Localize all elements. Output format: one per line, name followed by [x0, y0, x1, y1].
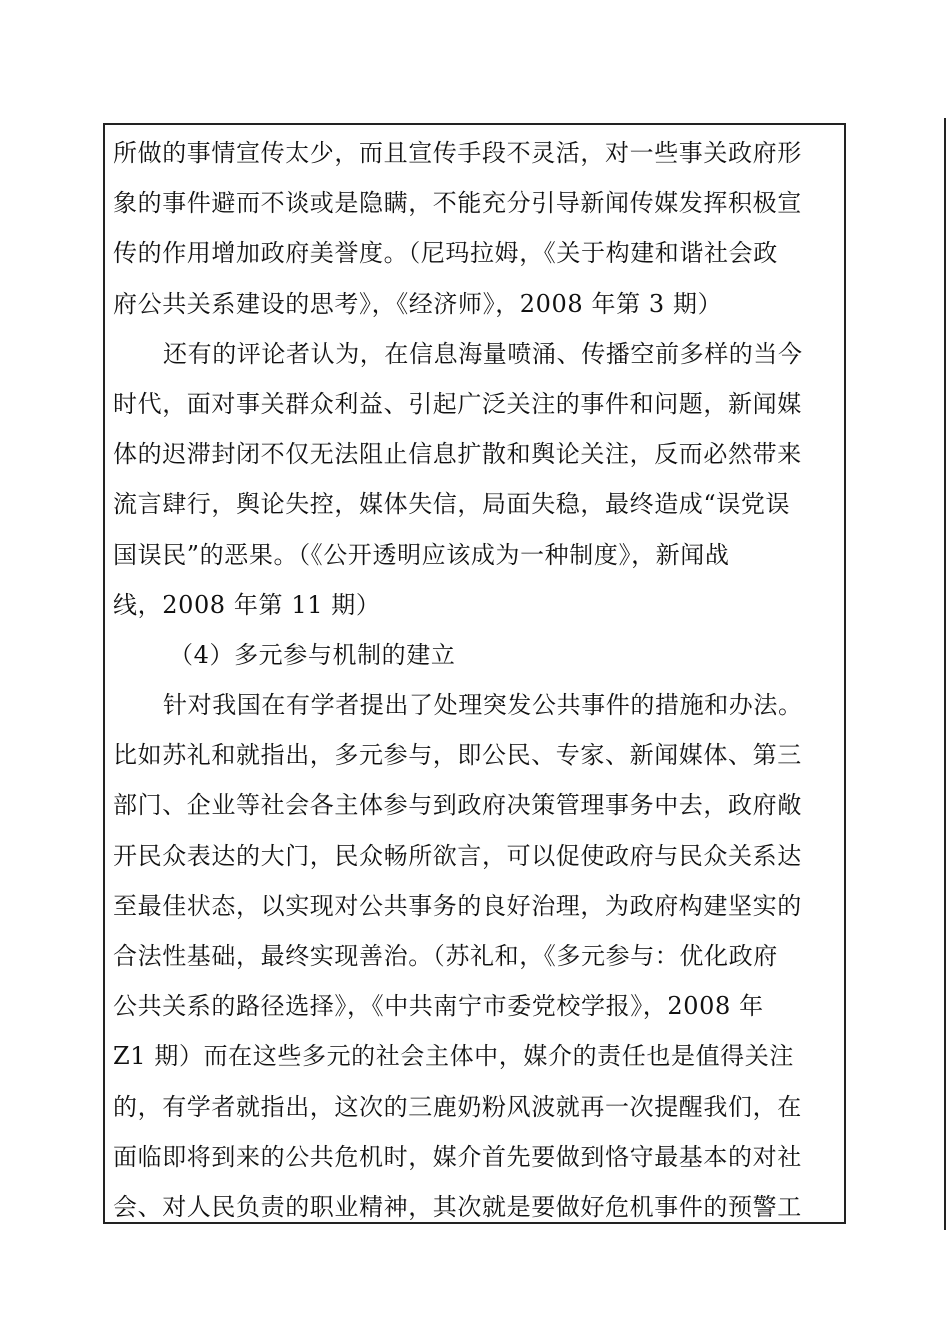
text-line: 部门、企业等社会各主体参与到政府决策管理事务中去，政府敞 — [113, 791, 802, 820]
text-line: 面临即将到来的公共危机时，媒介首先要做到恪守最基本的对社 — [113, 1142, 802, 1171]
document-body — [113, 128, 835, 1232]
text-line: 流言肆行，舆论失控，媒体失信，局面失稳，最终造成“误党误 — [113, 490, 791, 519]
text-line: 至最佳状态，以实现对公共事务的良好治理，为政府构建坚实的 — [113, 891, 802, 920]
text-line: 线，2008 年第 11 期） — [113, 590, 381, 619]
text-line: （4）多元参与机制的建立 — [169, 640, 456, 669]
text-line: 象的事件避而不谈或是隐瞒，不能充分引导新闻传媒发挥积极宣 — [113, 189, 802, 218]
text-line: 公共关系的路径选择》，《中共南宁市委党校学报》，2008 年 — [113, 992, 764, 1021]
text-line: 合法性基础，最终实现善治。（苏礼和，《多元参与：优化政府 — [113, 942, 778, 970]
text-line: 会、对人民负责的职业精神，其次就是要做好危机事件的预警工 — [113, 1192, 802, 1221]
text-line: 府公共关系建设的思考》，《经济师》，2008 年第 3 期） — [113, 289, 723, 318]
text-line: 开民众表达的大门，民众畅所欲言，可以促使政府与民众关系达 — [113, 841, 802, 870]
text-line: 比如苏礼和就指出，多元参与，即公民、专家、新闻媒体、第三 — [113, 741, 802, 770]
page-edge-border — [944, 118, 946, 1230]
text-line: 的，有学者就指出，这次的三鹿奶粉风波就再一次提醒我们，在 — [113, 1092, 802, 1121]
text-line: 时代，面对事关群众利益、引起广泛关注的事件和问题，新闻媒 — [113, 389, 802, 418]
text-line: 体的迟滞封闭不仅无法阻止信息扩散和舆论关注，反而必然带来 — [113, 440, 802, 469]
text-line: 传的作用增加政府美誉度。（尼玛拉姆，《关于构建和谐社会政 — [113, 239, 778, 268]
text-line: 国误民”的恶果。（《公开透明应该成为一种制度》，新闻战 — [113, 540, 730, 569]
text-line: Z1 期）而在这些多元的社会主体中，媒介的责任也是值得关注 — [113, 1042, 794, 1071]
text-line: 针对我国在有学者提出了处理突发公共事件的措施和办法。 — [163, 691, 803, 720]
text-line: 还有的评论者认为，在信息海量喷涌、传播空前多样的当今 — [163, 339, 803, 368]
text-line: 所做的事情宣传太少，而且宣传手段不灵活，对一些事关政府形 — [113, 139, 802, 167]
